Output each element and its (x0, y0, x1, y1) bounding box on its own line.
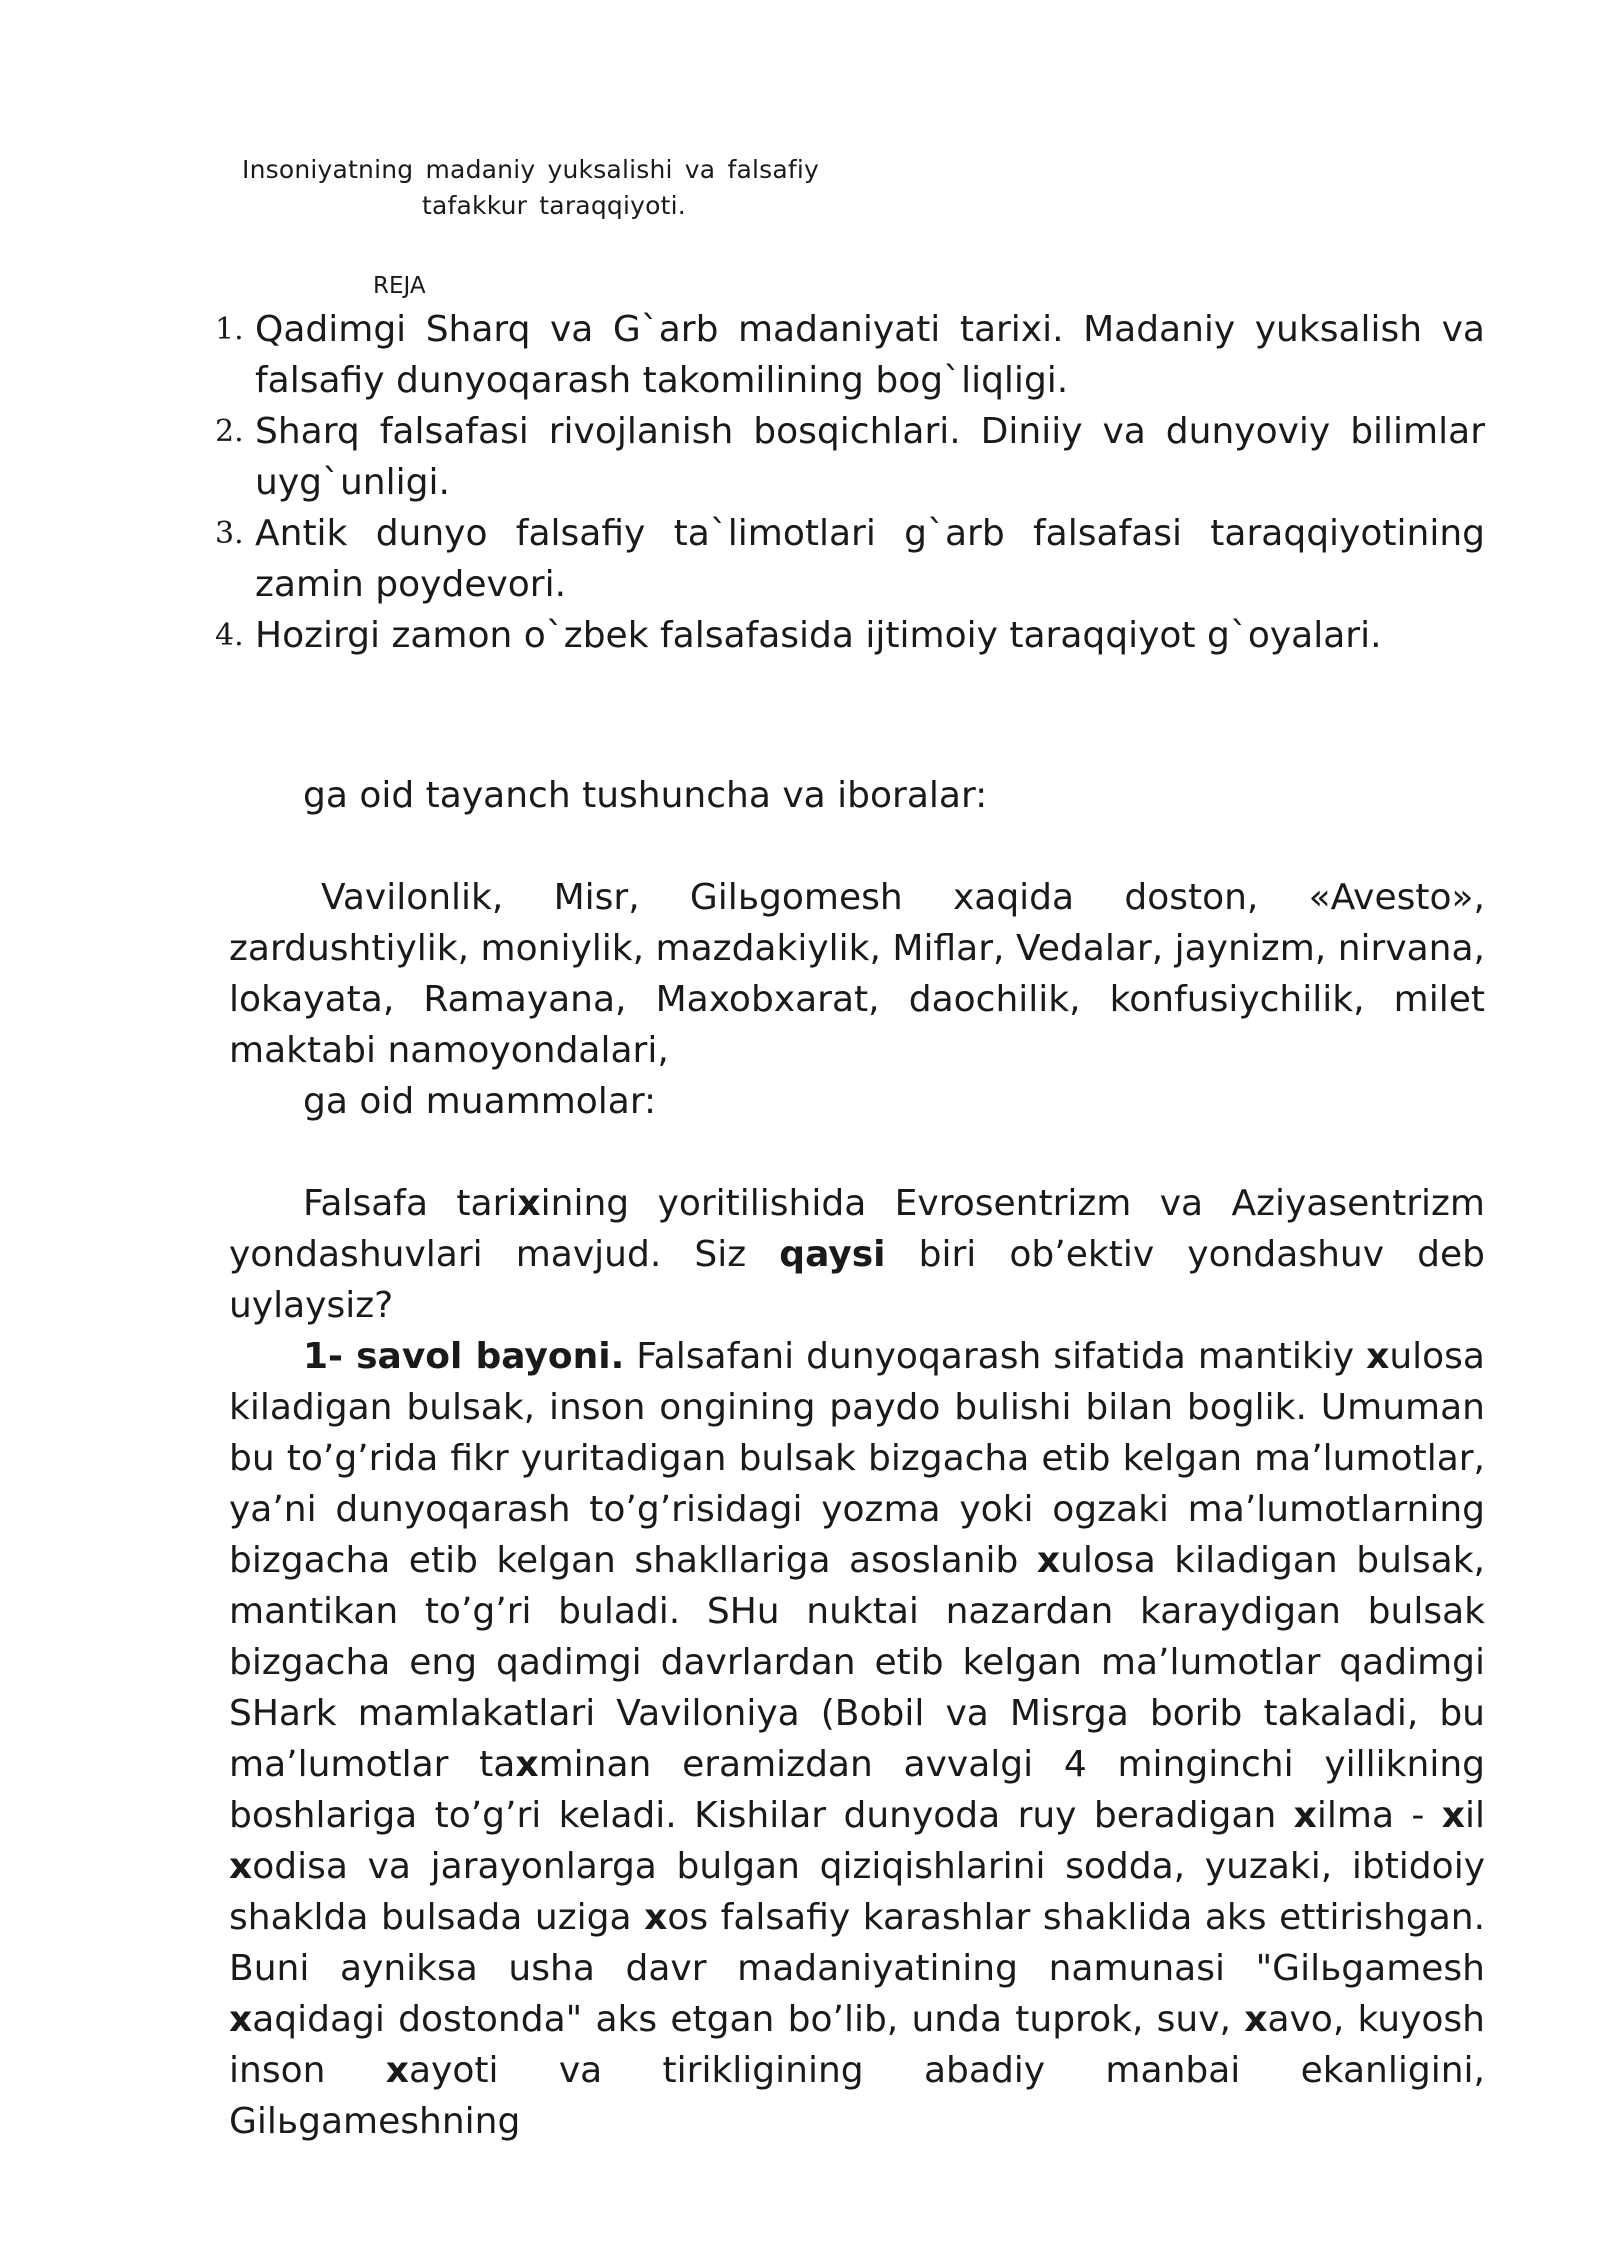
bold-run: x (517, 1183, 541, 1224)
bold-run: x (1036, 1540, 1061, 1581)
plan-item-number: 3. (215, 516, 244, 551)
text-run: Falsafa tari (303, 1183, 518, 1224)
title-line-2: tafakkur taraqqiyoti. (422, 191, 686, 220)
plan-item-text: Qadimgi Sharq va G`arb madaniyati tarixi. Madaniy yuksalish va falsafiy dunyoqarash takomilining bog`liqligi. (255, 309, 1485, 401)
text-run: os falsafiy karashlar shaklida aks ettirishgan. Buni ayniksa usha davr madaniyatining namunasi "Gilьgamesh (229, 1897, 1486, 1989)
plan-heading: REJA (373, 273, 426, 299)
problems-paragraph (229, 1178, 1485, 1331)
concepts-heading: ga oid tayanch tushuncha va iboralar: (303, 775, 988, 816)
bold-run: x (229, 1846, 253, 1887)
plan-item-number: 2. (215, 414, 244, 449)
text-run: ining yoritilishida Evrosentrizm va Aziyasentrizm yondashuvlari mavjud. Siz (229, 1183, 1485, 1275)
bold-run: x (644, 1897, 668, 1938)
answer-lead: 1- savol bayoni. (303, 1336, 625, 1377)
plan-item (215, 304, 1485, 406)
text-run: ulosa kiladigan bulsak, mantikan to’g’ri buladi. SHu nuktai nazardan karaydigan bulsak bizgacha eng qadimgi davrlardan etib kelgan ma’lumotlar qadimgi SHark mamlakatlari Vaviloniya (Bobil va Misrga borib takaladi, bu ma’lumotlar ta (229, 1540, 1485, 1785)
bold-run: x (1366, 1336, 1390, 1377)
text-run: il (1464, 1795, 1485, 1836)
plan-item-number: 1. (215, 312, 244, 347)
answer-paragraph (229, 1331, 1485, 2147)
plan-item-text: Hozirgi zamon o`zbek falsafasida ijtimoiy taraqqiyot g`oyalari. (255, 615, 1382, 656)
text-run: Falsafani dunyoqarash sifatida mantikiy (624, 1336, 1367, 1377)
text-run: odisa va jarayonlarga bulgan qiziqishlarini sodda, yuzaki, ibtidoiy shakldа bulsada uziga (229, 1846, 1485, 1938)
plan-item-text: Antik dunyo falsafiy ta`limotlari g`arb falsafasi taraqqiyotining zamin poydevori. (255, 513, 1485, 605)
plan-item (215, 406, 1485, 508)
plan-item (215, 610, 1485, 661)
concepts-paragraph: Vavilonlik, Misr, Gilьgomesh xaqida doston, «Avesto», zardushtiylik, moniylik, mazdakiylik, Miflar, Vedalar, jaynizm, nirvana, lokayata, Ramayana, Maxobxarat, daochilik, konfusiychilik, milet maktabi namoyondalari, (229, 877, 1485, 1071)
document-title (242, 152, 819, 224)
bold-run: x (1244, 1999, 1268, 2040)
bold-run: x (229, 1999, 253, 2040)
bold-run: x (385, 2050, 409, 2091)
text-run: avo, kuyosh inson (229, 1999, 1485, 2091)
bold-run: qaysi (779, 1234, 886, 1275)
bold-run: x (1441, 1795, 1465, 1836)
plan-item-number: 4. (215, 618, 244, 653)
plan-list (215, 304, 1485, 661)
text-run: aqidagi dostonda" aks etgan bo’lib, unda tuprok, suv, (252, 1999, 1245, 2040)
plan-item (215, 508, 1485, 610)
bold-run: x (1293, 1795, 1317, 1836)
title-line-1: Insoniyatning madaniy yuksalishi va falsafiy (242, 155, 820, 184)
plan-item-text: Sharq falsafasi rivojlanish bosqichlari. Diniiy va dunyoviy bilimlar uyg`unligi. (255, 411, 1485, 503)
text-run: ilma - (1316, 1795, 1442, 1836)
text-run: ayoti va tirikligining abadiy manbai ekanligini, Gilьgameshning (229, 2050, 1485, 2142)
bold-run: x (515, 1744, 539, 1785)
problems-heading: ga oid muammolar: (303, 1081, 657, 1122)
text-run: minan eramizdan avvalgi 4 minginchi yillikning boshlariga to’g’ri keladi. Kishilar dunyoda ruy beradigan (229, 1744, 1485, 1836)
text-run: ulosa kiladigan bulsak, inson ongining paydo bulishi bilan boglik. Umuman bu to’g’rida fikr yuritadigan bulsak bizgacha etib kelgan ma’lumotlar, ya’ni dunyoqarash to’g’risidagi yozma yoki ogzaki ma’lumotlarning bizgacha etib kelgan shakllariga asoslanib (229, 1336, 1485, 1581)
text-run: biri ob’ektiv yondashuv deb uylaysiz? (229, 1234, 1485, 1326)
